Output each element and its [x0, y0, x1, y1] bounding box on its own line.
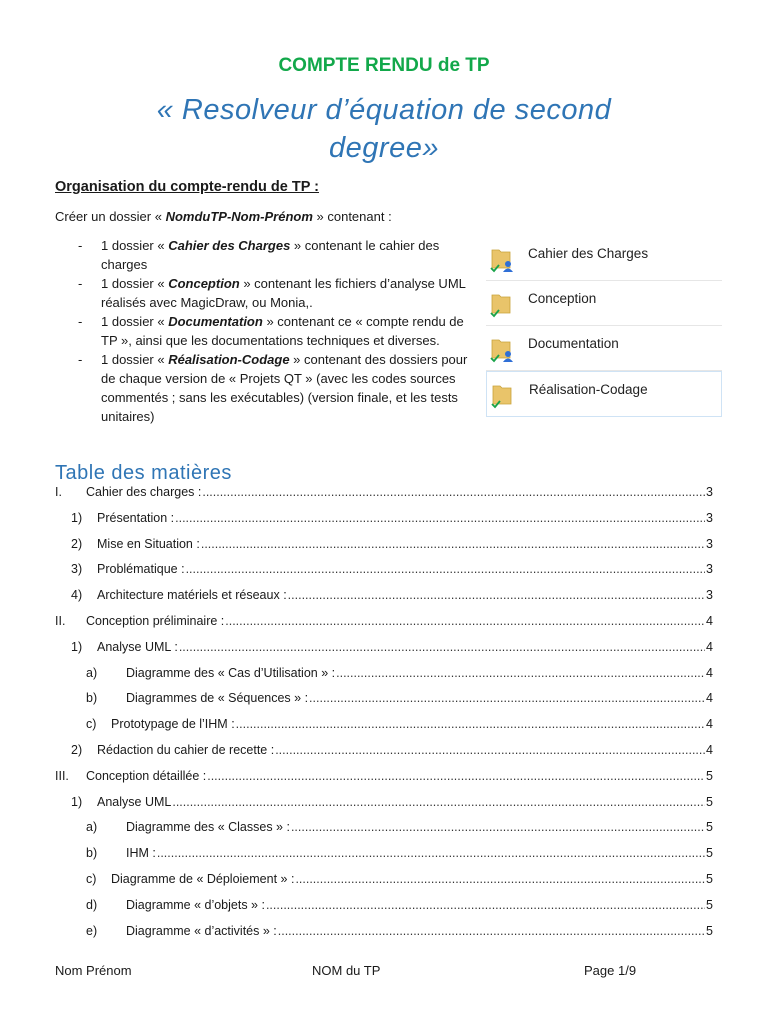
toc-entry-number: 2) — [71, 536, 83, 551]
toc-entry-number: c) — [86, 871, 97, 886]
toc-dot-leader — [157, 846, 705, 860]
toc-entry-label: Présentation : — [97, 510, 175, 525]
folder-item-cahier-des-charges[interactable] — [486, 236, 722, 281]
toc-entry-page: 5 — [706, 768, 713, 783]
toc-entry-number: a) — [86, 820, 98, 835]
toc-entry[interactable] — [55, 511, 713, 537]
toc-entry[interactable] — [55, 795, 713, 821]
bullet-dash: - — [78, 314, 83, 329]
toc-entry[interactable] — [55, 614, 713, 640]
toc-entry-number: 4) — [71, 588, 83, 603]
toc-entry-number: 1) — [71, 639, 83, 654]
toc-entry-label: Diagramme des « Classes » : — [126, 820, 290, 835]
list-item — [78, 350, 473, 426]
toc-entry-page: 3 — [706, 588, 713, 603]
list-item — [78, 236, 473, 274]
footer-author: Nom Prénom — [55, 963, 132, 978]
synced-folder-icon — [491, 382, 515, 406]
folder-name: Cahier des Charges — [528, 245, 649, 261]
toc-entry-page: 4 — [706, 665, 713, 680]
toc-entry-label: Problématique : — [97, 562, 185, 577]
toc-entry-label: Diagramme de « Déploiement » : — [111, 871, 295, 886]
item-description: » contenant les fichiers d’analyse UML réalisés avec MagicDraw, ou Monia,. — [101, 276, 466, 310]
toc-entry[interactable] — [55, 717, 713, 743]
toc-entry-number: 2) — [71, 742, 83, 757]
intro-suffix: » contenant : — [312, 209, 392, 224]
toc-entry-number: e) — [86, 923, 98, 938]
toc-entry[interactable] — [55, 820, 713, 846]
folder-list — [78, 236, 473, 426]
toc-entry-number: d) — [86, 897, 98, 912]
toc-entry-number: b) — [86, 846, 98, 861]
toc-entry-label: Conception préliminaire : — [86, 613, 225, 628]
toc-entry-label: Mise en Situation : — [97, 536, 200, 551]
toc-title: Table des matières — [55, 462, 232, 484]
table-of-contents — [55, 485, 713, 949]
toc-entry-page: 5 — [706, 871, 713, 886]
toc-entry-page: 5 — [706, 820, 713, 835]
toc-entry-label: Conception détaillée : — [86, 768, 207, 783]
toc-entry[interactable] — [55, 743, 713, 769]
toc-dot-leader — [201, 537, 705, 551]
toc-entry-page: 5 — [706, 897, 713, 912]
toc-entry-label: Architecture matériels et réseaux : — [97, 588, 287, 603]
toc-entry[interactable] — [55, 898, 713, 924]
toc-entry-page: 5 — [706, 794, 713, 809]
item-description: » contenant ce « compte rendu de TP », ainsi que les documentations techniques et diverses. — [101, 314, 464, 348]
toc-entry-number: I. — [55, 485, 62, 499]
toc-dot-leader — [225, 614, 705, 628]
item-folder-name: Réalisation-Codage — [168, 352, 290, 367]
toc-entry-number: III. — [55, 768, 69, 783]
toc-entry-number: a) — [86, 665, 98, 680]
toc-entry-page: 3 — [706, 510, 713, 525]
synced-folder-icon — [490, 291, 514, 315]
item-description: » contenant le cahier des charges — [101, 238, 440, 272]
toc-dot-leader — [207, 769, 705, 783]
toc-entry[interactable] — [55, 769, 713, 795]
toc-entry-page: 4 — [706, 691, 713, 706]
report-subtitle-line1: « Resolveur d’équation de second — [156, 94, 612, 126]
toc-entry-page: 4 — [706, 717, 713, 732]
toc-entry[interactable] — [55, 588, 713, 614]
toc-dot-leader — [309, 691, 705, 705]
list-item — [78, 274, 473, 312]
toc-entry-label: Cahier des charges : — [86, 485, 202, 499]
toc-entry-page: 5 — [706, 846, 713, 861]
toc-entry[interactable] — [55, 924, 713, 950]
folder-item-realisation-codage[interactable] — [486, 371, 722, 417]
toc-dot-leader — [295, 872, 705, 886]
toc-entry-page: 3 — [706, 485, 713, 499]
folder-name: Conception — [528, 290, 597, 306]
toc-entry-page: 3 — [706, 562, 713, 577]
toc-entry-label: Diagramme « d’activités » : — [126, 923, 277, 938]
toc-dot-leader — [172, 795, 705, 809]
toc-entry-page: 4 — [706, 742, 713, 757]
toc-dot-leader — [179, 640, 705, 654]
shared-folder-icon — [490, 246, 514, 270]
toc-entry[interactable] — [55, 537, 713, 563]
folder-item-documentation[interactable] — [486, 326, 722, 371]
toc-entry[interactable] — [55, 846, 713, 872]
footer-page-number: Page 1/9 — [584, 963, 637, 978]
toc-entry-label: IHM : — [126, 846, 156, 861]
toc-dot-leader — [288, 588, 705, 602]
toc-dot-leader — [236, 717, 705, 731]
toc-dot-leader — [336, 666, 705, 680]
toc-dot-leader — [278, 924, 705, 938]
toc-entry[interactable] — [55, 562, 713, 588]
footer-tp-name: NOM du TP — [312, 963, 381, 978]
toc-entry-label: Diagramme « d’objets » : — [126, 897, 265, 912]
toc-dot-leader — [266, 898, 705, 912]
intro-folder-name: NomduTP-Nom-Prénom — [165, 209, 313, 224]
toc-entry[interactable] — [55, 485, 713, 511]
toc-entry-page: 5 — [706, 923, 713, 938]
intro-prefix: Créer un dossier « — [55, 209, 166, 224]
toc-entry-number: c) — [86, 717, 97, 732]
item-prefix: 1 dossier « — [101, 238, 169, 253]
toc-dot-leader — [175, 511, 705, 525]
shared-folder-icon — [490, 336, 514, 360]
toc-entry-label: Diagrammes de « Séquences » : — [126, 691, 309, 706]
toc-entry-label: Prototypage de l’IHM : — [111, 717, 235, 732]
bullet-dash: - — [78, 276, 83, 291]
organisation-intro — [55, 209, 392, 224]
toc-dot-leader — [186, 562, 705, 576]
report-title: COMPTE RENDU de TP — [278, 55, 490, 76]
bullet-dash: - — [78, 352, 83, 367]
folder-screenshot — [486, 236, 722, 417]
toc-entry-number: 1) — [71, 794, 83, 809]
folder-name: Réalisation-Codage — [529, 381, 648, 397]
toc-entry-number: 3) — [71, 562, 83, 577]
toc-entry-page: 4 — [706, 639, 713, 654]
report-subtitle-line2: degree» — [329, 132, 439, 164]
item-description: » contenant des dossiers pour de chaque version de « Projets QT » (avec les codes sources commentés ; sans les exécutables) (version finale, et les tests unitaires) — [101, 352, 468, 424]
item-folder-name: Documentation — [168, 314, 263, 329]
toc-entry-label: Analyse UML — [97, 794, 172, 809]
toc-entry[interactable] — [55, 691, 713, 717]
toc-dot-leader — [291, 820, 705, 834]
item-prefix: 1 dossier « — [101, 352, 169, 367]
folder-name: Documentation — [528, 335, 619, 351]
toc-entry-number: 1) — [71, 510, 83, 525]
item-folder-name: Cahier des Charges — [168, 238, 291, 253]
bullet-dash: - — [78, 238, 83, 253]
folder-item-conception[interactable] — [486, 281, 722, 326]
toc-entry-number: II. — [55, 613, 66, 628]
toc-dot-leader — [275, 743, 705, 757]
toc-entry-label: Rédaction du cahier de recette : — [97, 742, 275, 757]
organisation-heading: Organisation du compte-rendu de TP : — [55, 179, 319, 195]
item-prefix: 1 dossier « — [101, 276, 169, 291]
toc-entry-label: Analyse UML : — [97, 639, 178, 654]
list-item — [78, 312, 473, 350]
toc-entry[interactable] — [55, 640, 713, 666]
toc-entry[interactable] — [55, 666, 713, 692]
item-folder-name: Conception — [168, 276, 240, 291]
item-prefix: 1 dossier « — [101, 314, 169, 329]
toc-dot-leader — [202, 485, 705, 499]
toc-entry-number: b) — [86, 691, 98, 706]
toc-entry-page: 3 — [706, 536, 713, 551]
report-subtitle — [100, 91, 668, 167]
toc-entry-page: 4 — [706, 613, 713, 628]
toc-entry[interactable] — [55, 872, 713, 898]
toc-entry-label: Diagramme des « Cas d’Utilisation » : — [126, 665, 336, 680]
